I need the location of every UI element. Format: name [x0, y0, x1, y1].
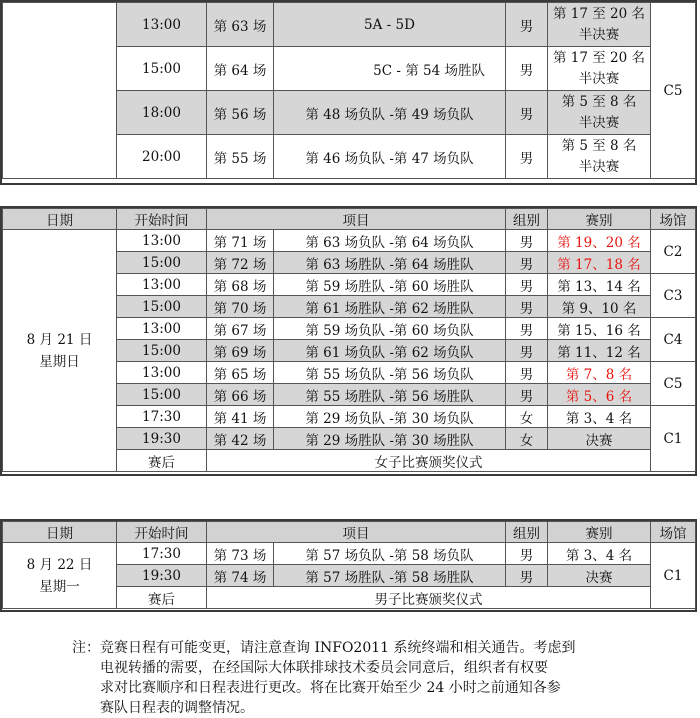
venue-cell: C1: [651, 406, 696, 472]
match-cell: 第 69 场: [207, 340, 274, 362]
round-cell: 第 3、4 名: [548, 543, 651, 565]
round-cell: 决赛: [548, 565, 651, 587]
group-cell: 男: [506, 91, 548, 135]
table-row: [3, 230, 696, 252]
time-cell: 17:30: [117, 406, 207, 428]
event-cell: 第 29 场负队 -第 30 场负队: [274, 406, 506, 428]
event-cell: 第 29 场胜队 -第 30 场胜队: [274, 428, 506, 450]
date-cell: 8 月 22 日 星期一: [3, 543, 117, 609]
match-cell: 第 64 场: [207, 47, 274, 91]
event-cell: 第 48 场负队 -第 49 场负队: [274, 91, 506, 135]
top-schedule-table: [0, 0, 697, 185]
time-cell: 19:30: [117, 565, 207, 587]
round-cell: 第 7、8 名: [548, 362, 651, 384]
header-event: 项目: [207, 209, 506, 230]
header-start-time: 开始时间: [117, 522, 207, 543]
note-line: 注：竞赛日程有可能变更，请注意查询 INFO2011 系统终端和相关通告。考虑到: [72, 640, 576, 656]
match-cell: 第 66 场: [207, 384, 274, 406]
header-event: 项目: [207, 522, 506, 543]
header-group: 组别: [506, 209, 548, 230]
schedule-note: [72, 638, 672, 718]
event-cell: 第 57 场负队 -第 58 场负队: [274, 543, 506, 565]
date-cell: 8 月 21 日 星期日: [3, 230, 117, 472]
venue-cell: C5: [651, 362, 696, 406]
ceremony-cell: 女子比赛颁奖仪式: [207, 450, 651, 472]
group-cell: 女: [506, 428, 548, 450]
note-line: 求对比赛顺序和日程表进行更改。将在比赛开始至少 24 小时之前通知各参: [100, 680, 561, 696]
event-cell: 5C - 第 54 场胜队: [274, 47, 506, 91]
note-line: 电视转播的需要，在经国际大体联排球技术委员会同意后，组织者有权要: [100, 660, 548, 676]
venue-cell: C2: [651, 230, 696, 274]
match-cell: 第 55 场: [207, 135, 274, 179]
round-cell: 第 19、20 名: [548, 230, 651, 252]
event-cell: 5A - 5D: [274, 3, 506, 47]
event-cell: 第 61 场胜队 -第 62 场胜队: [274, 296, 506, 318]
match-cell: 第 68 场: [207, 274, 274, 296]
group-cell: 男: [506, 565, 548, 587]
group-cell: 男: [506, 362, 548, 384]
aug22-schedule-table: [0, 519, 697, 612]
round-cell: 第 5 至 8 名 半决赛: [548, 91, 651, 135]
group-cell: 男: [506, 230, 548, 252]
header-date: 日期: [3, 522, 117, 543]
round-cell: 第 17 至 20 名 半决赛: [548, 47, 651, 91]
round-cell: 第 15、16 名: [548, 318, 651, 340]
time-cell: 15:00: [117, 47, 207, 91]
header-group: 组别: [506, 522, 548, 543]
group-cell: 男: [506, 318, 548, 340]
round-cell: 第 9、10 名: [548, 296, 651, 318]
group-cell: 男: [506, 47, 548, 91]
time-cell: 13:00: [117, 3, 207, 47]
round-cell: 第 11、12 名: [548, 340, 651, 362]
event-cell: 第 63 场负队 -第 64 场负队: [274, 230, 506, 252]
group-cell: 男: [506, 543, 548, 565]
round-cell: 第 5、6 名: [548, 384, 651, 406]
group-cell: 男: [506, 3, 548, 47]
match-cell: 第 65 场: [207, 362, 274, 384]
header-round: 赛别: [548, 522, 651, 543]
group-cell: 男: [506, 274, 548, 296]
header-venue: 场馆: [651, 522, 696, 543]
time-cell: 13:00: [117, 230, 207, 252]
venue-cell: C1: [651, 543, 696, 609]
event-cell: 第 59 场胜队 -第 60 场胜队: [274, 274, 506, 296]
match-cell: 第 74 场: [207, 565, 274, 587]
venue-cell: C3: [651, 274, 696, 318]
time-cell: 13:00: [117, 362, 207, 384]
match-cell: 第 63 场: [207, 3, 274, 47]
header-row: [3, 522, 696, 543]
after-label-cell: 赛后: [117, 450, 207, 472]
round-cell: 第 5 至 8 名 半决赛: [548, 135, 651, 179]
header-date: 日期: [3, 209, 117, 230]
time-cell: 17:30: [117, 543, 207, 565]
blank-date-cell: [3, 3, 117, 179]
venue-cell: C5: [651, 3, 696, 179]
round-cell: 第 13、14 名: [548, 274, 651, 296]
group-cell: 男: [506, 135, 548, 179]
match-cell: 第 70 场: [207, 296, 274, 318]
note-line: 赛队日程表的调整情况。: [100, 700, 254, 716]
aug21-schedule-table: [0, 206, 697, 476]
group-cell: 男: [506, 384, 548, 406]
round-cell: 第 17 至 20 名 半决赛: [548, 3, 651, 47]
time-cell: 15:00: [117, 252, 207, 274]
time-cell: 13:00: [117, 318, 207, 340]
match-cell: 第 41 场: [207, 406, 274, 428]
event-cell: 第 59 场负队 -第 60 场负队: [274, 318, 506, 340]
match-cell: 第 67 场: [207, 318, 274, 340]
venue-cell: C4: [651, 318, 696, 362]
match-cell: 第 73 场: [207, 543, 274, 565]
group-cell: 男: [506, 340, 548, 362]
event-cell: 第 55 场胜队 -第 56 场胜队: [274, 384, 506, 406]
event-cell: 第 57 场胜队 -第 58 场胜队: [274, 565, 506, 587]
time-cell: 20:00: [117, 135, 207, 179]
match-cell: 第 56 场: [207, 91, 274, 135]
time-cell: 15:00: [117, 340, 207, 362]
round-cell: 第 3、4 名: [548, 406, 651, 428]
event-cell: 第 55 场负队 -第 56 场负队: [274, 362, 506, 384]
header-venue: 场馆: [651, 209, 696, 230]
time-cell: 18:00: [117, 91, 207, 135]
time-cell: 19:30: [117, 428, 207, 450]
match-cell: 第 42 场: [207, 428, 274, 450]
time-cell: 15:00: [117, 296, 207, 318]
round-cell: 第 17、18 名: [548, 252, 651, 274]
event-cell: 第 61 场负队 -第 62 场负队: [274, 340, 506, 362]
ceremony-cell: 男子比赛颁奖仪式: [207, 587, 651, 609]
match-cell: 第 72 场: [207, 252, 274, 274]
group-cell: 女: [506, 406, 548, 428]
header-row: [3, 209, 696, 230]
header-round: 赛别: [548, 209, 651, 230]
table-row: [3, 543, 696, 565]
table-row: [3, 3, 696, 47]
time-cell: 13:00: [117, 274, 207, 296]
after-label-cell: 赛后: [117, 587, 207, 609]
event-cell: 第 63 场胜队 -第 64 场胜队: [274, 252, 506, 274]
time-cell: 15:00: [117, 384, 207, 406]
event-cell: 第 46 场负队 -第 47 场负队: [274, 135, 506, 179]
match-cell: 第 71 场: [207, 230, 274, 252]
header-start-time: 开始时间: [117, 209, 207, 230]
group-cell: 男: [506, 252, 548, 274]
round-cell: 决赛: [548, 428, 651, 450]
group-cell: 男: [506, 296, 548, 318]
